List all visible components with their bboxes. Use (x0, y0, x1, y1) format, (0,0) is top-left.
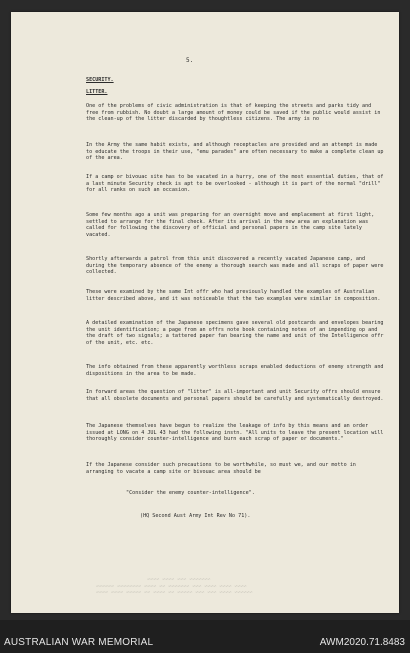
closing-quote: "Consider the enemy counter-intelligence". (126, 490, 255, 496)
paragraph-1: One of the problems of civic administration is that of keeping the streets and parks tidy and free from rubbish. No doubt a large amount of money could be saved if the public would assist in the clean-up of the litter discarded by thoughtless citizens. The army is no (86, 103, 384, 123)
accession-number: AWM2020.71.8483 (319, 637, 405, 648)
institution-name: AUSTRALIAN WAR MEMORIAL (4, 637, 154, 648)
page-number: 5. (186, 57, 194, 64)
paragraph-4: Some few months ago a unit was preparing for an overnight move and emplacement at first light, settled to arrange for the final check. After its arrival in the new area an explanation was called for following the discovery of official and personal papers in the camp site lately vacated. (86, 212, 378, 238)
section-heading: SECURITY. (86, 77, 114, 83)
paragraph-10: The Japanese themselves have begun to realize the leakage of info by this means and an order issued at LONG on 4 JUL 43 had the following instn. "All units to leave the present location will thoroughly consider counter-intelligence and burn each scrap of paper or documents." (86, 423, 387, 443)
bleed-through-text: ~~~~ ~~~~ ~~~~~ ~~ ~~~~ ~~ ~~~~~ ~~~ ~~~ ~~~~ ~~~~~~ ~~~~~~ ~~~~~~~~ ~~~~ ~~ ~~~~~~~ ~~~ ~~~~ ~~~~ ~~~~ ~~~~ ~~~~ ~~~ ~~~~~~~ (96, 575, 253, 595)
paragraph-9: In forward areas the question of "litter" is all-important and unit Security offrs should ensure that all obsolete documents and personal papers should be carefully and systematically destroyed. (86, 389, 384, 402)
paragraph-5: Shortly afterwards a patrol from this unit discovered a recently vacated Japanese camp, and during the temporary absence of the enemy a thorough search was made and all scraps of paper were collected. (86, 256, 387, 276)
paragraph-7: A detailed examination of the Japanese specimens gave several old postcards and envelopes bearing the unit identification; a page from an offrs note book containing notes of an impending op and the draft of two signals; a tattered paper fan bearing the name and unit of the Intelligence offr of the unit, etc. etc. (86, 320, 387, 346)
paragraph-6: These were examined by the same Int offr who had previously handled the examples of Australian litter described above, and it was noticeable that the two examples were similar in composition. (86, 289, 381, 302)
paragraph-3: If a camp or bivouac site has to be vacated in a hurry, one of the most essential duties, that of a last minute Security check is apt to be overlooked - although it is part of the normal "drill" for all ranks on such an occasion. (86, 174, 387, 194)
footer-bar (0, 620, 410, 653)
source-reference: (HQ Second Aust Army Int Rev No 71). (140, 513, 251, 519)
paragraph-11: If the Japanese consider such precautions to be worthwhile, so must we, and our motto in arranging to vacate a camp site or bivouac area should be (86, 462, 359, 475)
paragraph-8: The info obtained from these apparently worthless scraps enabled deductions of enemy strength and dispositions in the area to be made. (86, 364, 387, 377)
paragraph-2: In the Army the same habit exists, and although receptacles are provided and an attempt is made to educate the troops in their use, "emu parades" are often necessary to make a complete clean up of the area. (86, 142, 387, 162)
section-subheading: LITTER. (86, 89, 108, 95)
